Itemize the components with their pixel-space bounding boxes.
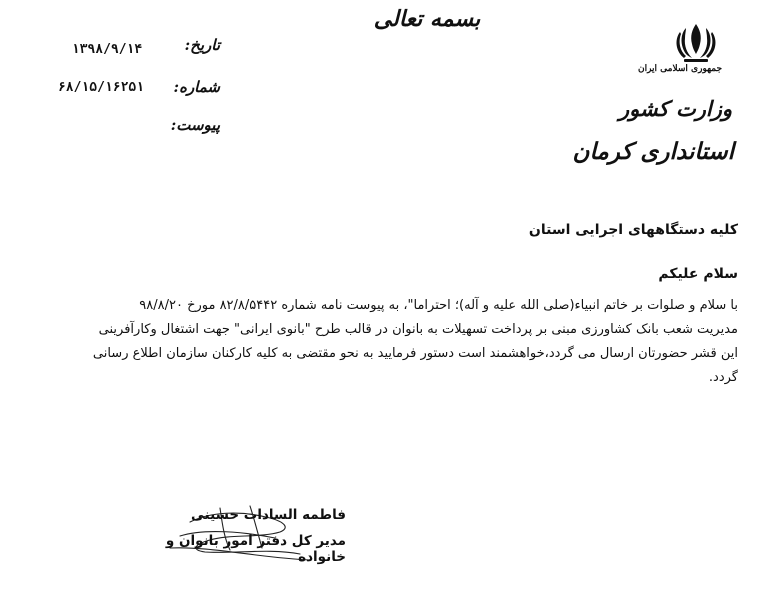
date-value: ۱۳۹۸/۹/۱۴ (71, 42, 143, 57)
number-value: ۶۸/۱۵/۱۶۲۵۱ (57, 80, 145, 95)
signatory-title: مدیر کل دفتر امور بانوان و خانواده (165, 533, 346, 565)
bismillah-heading: بسمه تعالی (373, 6, 481, 32)
body-line: گردد. (708, 370, 738, 385)
signatory-name: فاطمه السادات حسینی (190, 507, 346, 523)
ministry-name: وزارت کشور (618, 96, 732, 121)
date-label: تاریخ: (184, 36, 220, 54)
attachment-label: پیوست: (170, 116, 220, 134)
iran-emblem-icon (668, 20, 724, 66)
recipient-line: کلیه دستگاههای اجرایی استان (528, 222, 738, 238)
body-line: با سلام و صلوات بر خاتم انبیاء(صلی الله علیه و آله)؛ احتراما"، به پیوست نامه شماره ۸۲/۸/۵۴۴۲ مورخ ۹۸/۸/۲۰ (139, 298, 738, 313)
governorate-name: استانداری کرمان (572, 138, 734, 165)
greeting-line: سلام علیکم (658, 266, 738, 282)
body-line: این قشر حضورتان ارسال می گردد،خواهشمند است دستور فرمایید به نحو مقتضی به کلیه کارکنان سازمان اطلاع رسانی (92, 346, 738, 361)
letter-body (40, 294, 738, 390)
body-line: مدیریت شعب بانک کشاورزی مبنی بر پرداخت تسهیلات به بانوان در قالب طرح "بانوی ایرانی" جهت اشتغال وکارآفرینی (98, 322, 738, 337)
number-label: شماره: (173, 78, 220, 96)
republic-name: جمهوری اسلامی ایران (637, 64, 723, 74)
